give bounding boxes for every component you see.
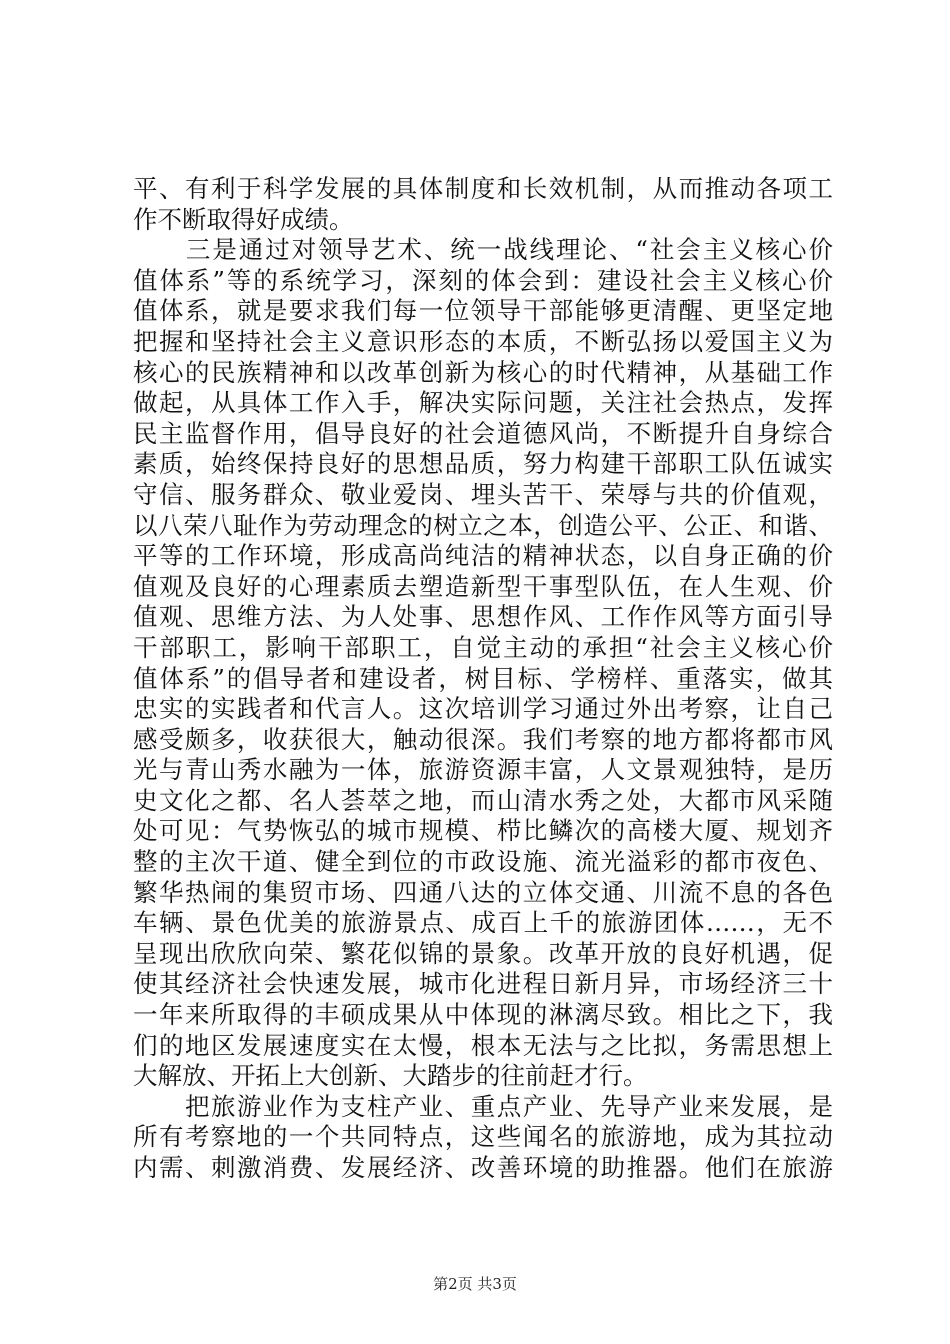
text-line: 处可见：气势恢弘的城市规模、栉比鳞次的高楼大厦、规划齐	[133, 816, 833, 846]
page-footer: 第2页 共3页	[433, 1275, 517, 1293]
text-line: 光与青山秀水融为一体，旅游资源丰富，人文景观独特，是历	[133, 755, 833, 785]
text-line: 干部职工，影响干部职工，自觉主动的承担“社会主义核心价	[133, 632, 833, 662]
text-line: 史文化之都、名人荟萃之地，而山清水秀之处，大都市风采随	[133, 785, 833, 815]
text-line: 值观及良好的心理素质去塑造新型干事型队伍，在人生观、价	[133, 571, 833, 601]
text-line: 整的主次干道、健全到位的市政设施、流光溢彩的都市夜色、	[133, 847, 833, 877]
text-line: 做起，从具体工作入手，解决实际问题，关注社会热点，发挥	[133, 388, 833, 418]
text-line: 把旅游业作为支柱产业、重点产业、先导产业来发展，是	[133, 1091, 833, 1121]
text-line: 以八荣八耻作为劳动理念的树立之本，创造公平、公正、和谐、	[133, 510, 833, 540]
text-line: 车辆、景色优美的旅游景点、成百上千的旅游团体……，无不	[133, 908, 833, 938]
body-text	[133, 174, 833, 1184]
text-line: 平、有利于科学发展的具体制度和长效机制，从而推动各项工	[133, 174, 833, 203]
text-line: 值体系”的倡导者和建设者，树目标、学榜样、重落实，做其	[133, 663, 833, 693]
text-line: 值观、思维方法、为人处事、思想作风、工作作风等方面引导	[133, 602, 833, 632]
text-line: 素质，始终保持良好的思想品质，努力构建干部职工队伍诚实	[133, 449, 833, 479]
text-line: 一年来所取得的丰硕成果从中体现的淋漓尽致。相比之下，我	[133, 1000, 833, 1030]
text-line: 忠实的实践者和代言人。这次培训学习通过外出考察，让自己	[133, 694, 833, 724]
text-line: 呈现出欣欣向荣、繁花似锦的景象。改革开放的良好机遇，促	[133, 938, 833, 968]
text-line: 使其经济社会快速发展，城市化进程日新月异，市场经济三十	[133, 969, 833, 999]
text-line: 三是通过对领导艺术、统一战线理论、“社会主义核心价	[133, 235, 833, 265]
text-line: 大解放、开拓上大创新、大踏步的往前赶才行。	[133, 1061, 648, 1091]
text-line: 民主监督作用，倡导良好的社会道德风尚，不断提升自身综合	[133, 418, 833, 448]
text-line: 把握和坚持社会主义意识形态的本质，不断弘扬以爱国主义为	[133, 326, 833, 356]
text-line: 平等的工作环境，形成高尚纯洁的精神状态，以自身正确的价	[133, 541, 833, 571]
text-line: 们的地区发展速度实在太慢，根本无法与之比拟，务需思想上	[133, 1030, 833, 1060]
text-line: 核心的民族精神和以改革创新为核心的时代精神，从基础工作	[133, 357, 833, 387]
text-line: 作不断取得好成绩。	[133, 204, 354, 234]
text-line: 值体系”等的系统学习，深刻的体会到：建设社会主义核心价	[133, 265, 833, 295]
text-line: 感受颇多，收获很大，触动很深。我们考察的地方都将都市风	[133, 724, 833, 754]
text-line: 繁华热闹的集贸市场、四通八达的立体交通、川流不息的各色	[133, 877, 833, 907]
text-line: 守信、服务群众、敬业爱岗、埋头苦干、荣辱与共的价值观，	[133, 479, 833, 509]
text-line: 所有考察地的一个共同特点，这些闻名的旅游地，成为其拉动	[133, 1122, 833, 1152]
text-line: 值体系，就是要求我们每一位领导干部能够更清醒、更坚定地	[133, 296, 833, 326]
text-line: 内需、刺激消费、发展经济、改善环境的助推器。他们在旅游	[133, 1153, 833, 1182]
